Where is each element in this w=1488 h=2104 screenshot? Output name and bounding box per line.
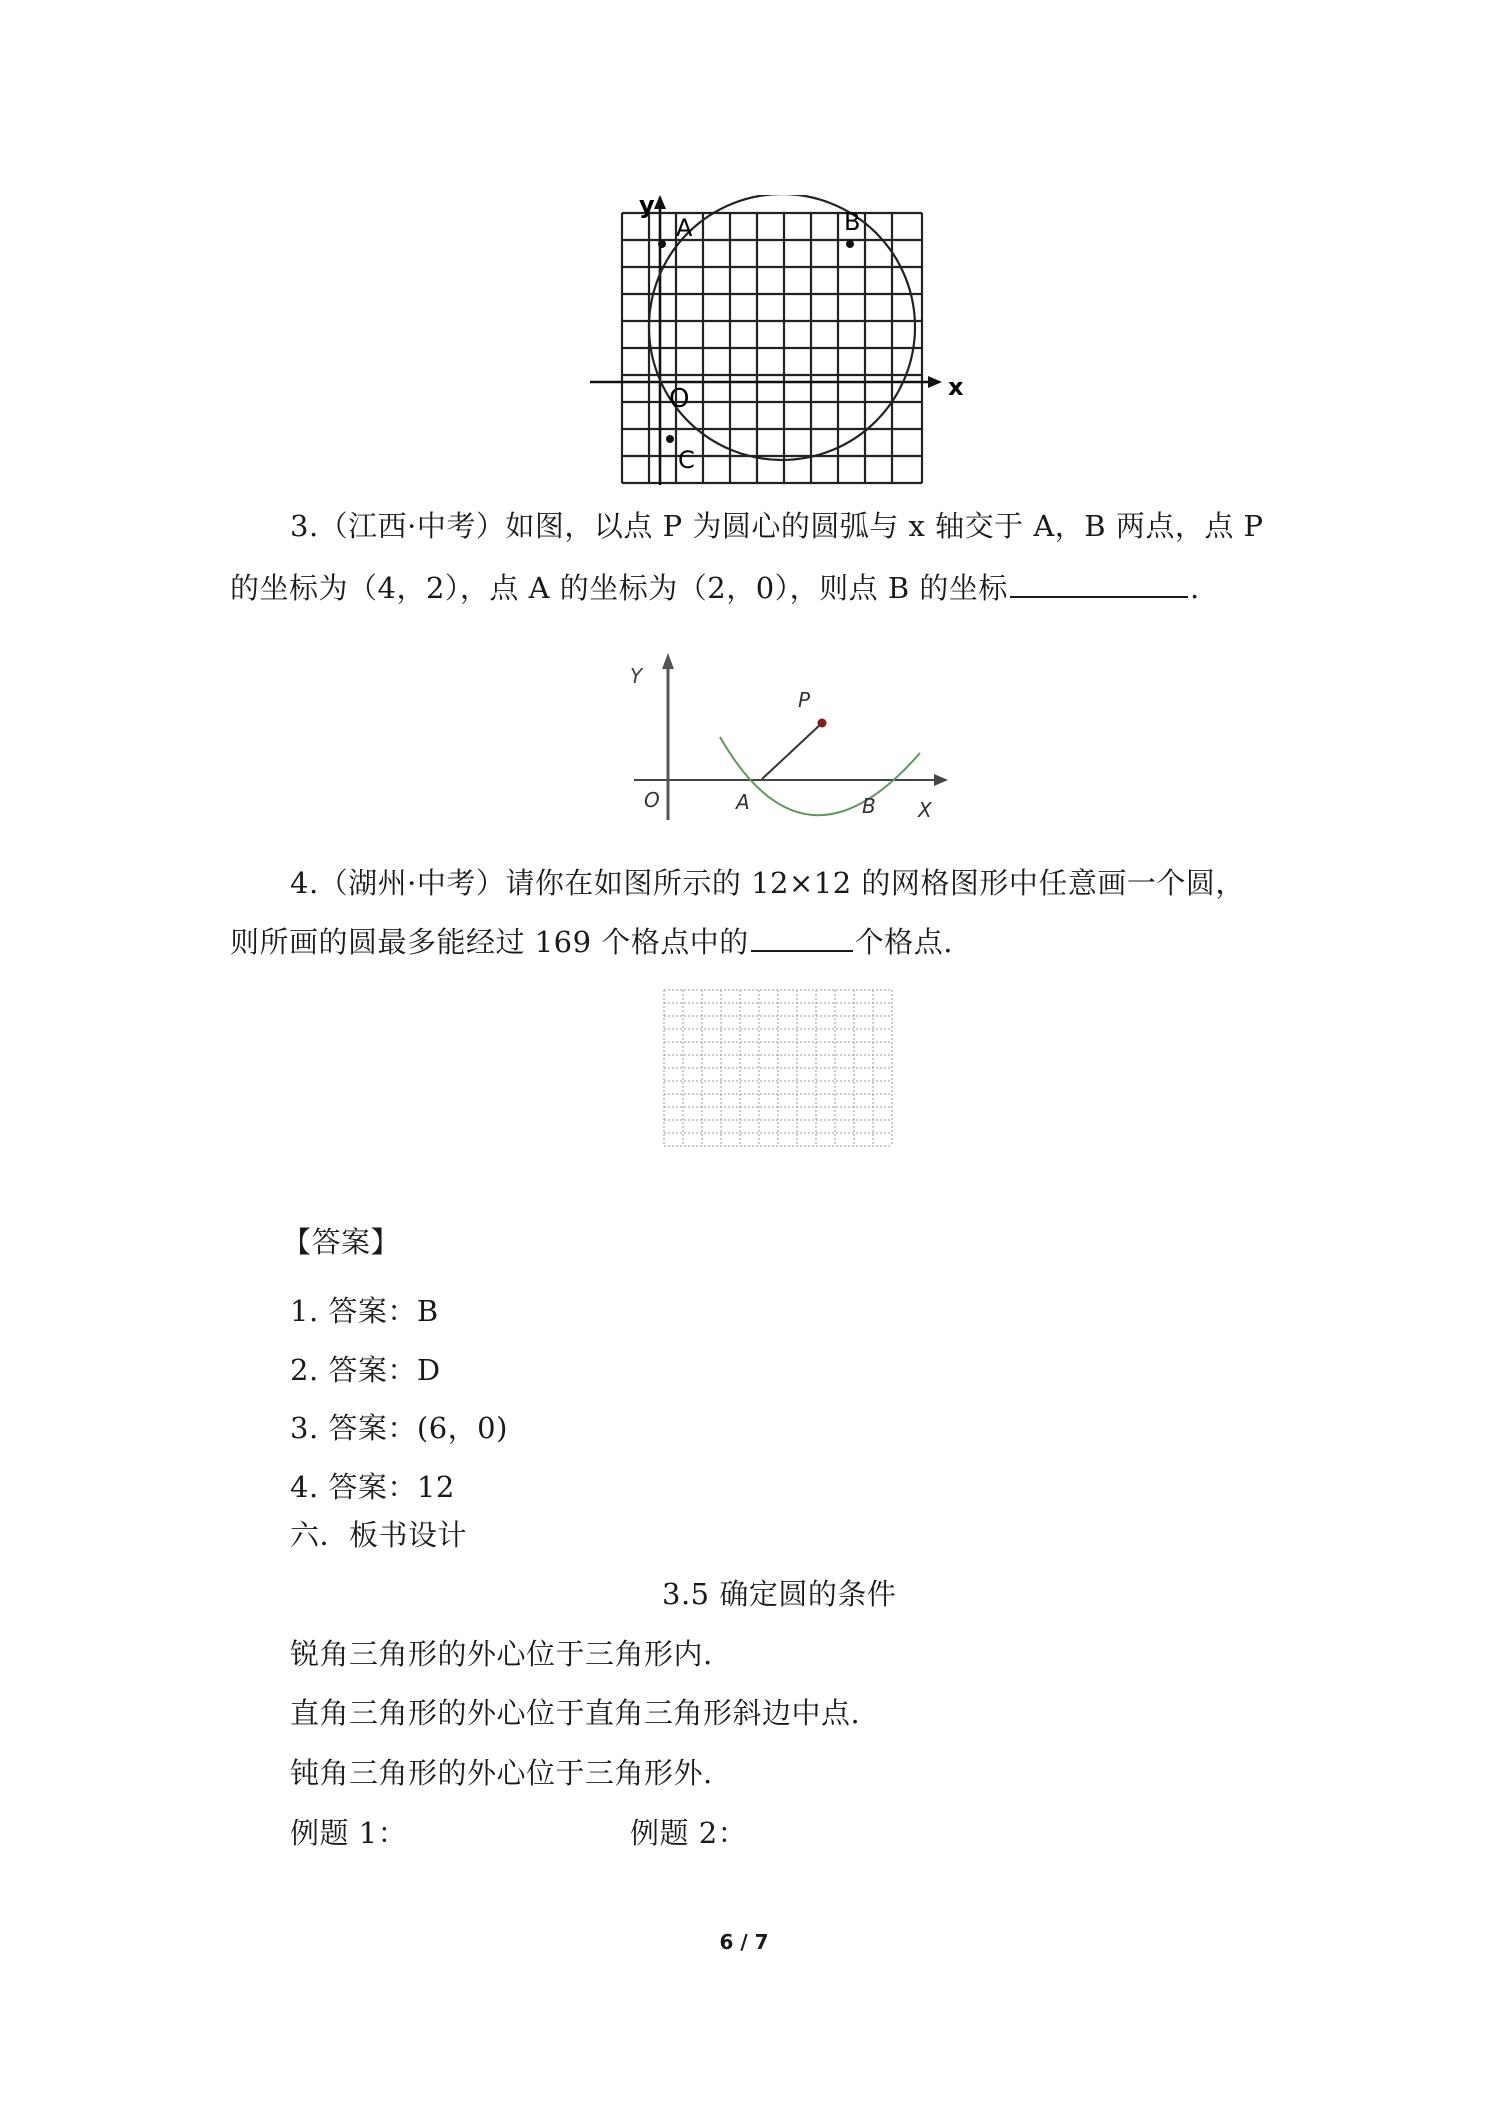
q4-line1: 4.（湖州·中考）请你在如图所示的 12×12 的网格图形中任意画一个圆， [290, 866, 1245, 900]
board-section-heading: 六．板书设计 [290, 1518, 468, 1552]
label-origin: O [644, 788, 660, 812]
point-a [658, 240, 666, 248]
answer-4: 4. 答案：12 [290, 1470, 455, 1504]
label-a: A [736, 790, 750, 814]
label-b: B [862, 794, 876, 818]
q3-line2-text: 的坐标为（4，2），点 A 的坐标为（2，0），则点 B 的坐标 [230, 571, 1008, 605]
answer-3: 3. 答案：(6，0) [290, 1411, 508, 1445]
board-line-3: 钝角三角形的外心位于三角形外. [290, 1756, 713, 1790]
x-axis-label: x [948, 373, 964, 401]
label-p: P [798, 688, 811, 712]
grid-lines [622, 213, 922, 483]
label-x: X [918, 798, 932, 822]
y-axis-label: y [639, 195, 655, 219]
q4-line2-text: 则所画的圆最多能经过 169 个格点中的 [230, 925, 749, 959]
point-p [818, 719, 827, 728]
answer-blank-q4[interactable] [751, 920, 853, 952]
x-axis-arrow-icon [928, 376, 942, 388]
label-a: A [676, 214, 693, 242]
page-number: 6 / 7 [719, 1930, 769, 1954]
answers-heading: 【答案】 [282, 1225, 401, 1259]
label-y: Y [630, 664, 643, 688]
board-line-1: 锐角三角形的外心位于三角形内. [290, 1637, 713, 1671]
point-c [666, 435, 674, 443]
figure-arc-p [620, 645, 950, 830]
figure-12x12-grid [662, 988, 894, 1150]
q4-line2 [230, 920, 953, 962]
example-2-label: 例题 2： [630, 1816, 748, 1850]
radius-pa [762, 723, 822, 779]
board-line-2: 直角三角形的外心位于直角三角形斜边中点. [290, 1696, 861, 1730]
y-axis-arrow-icon [654, 195, 666, 209]
point-b [846, 240, 854, 248]
board-title: 3.5 确定圆的条件 [662, 1577, 897, 1611]
figure-grid-circle [590, 195, 970, 485]
label-b: B [844, 208, 861, 236]
label-origin: O [669, 384, 690, 414]
answer-blank-q3[interactable] [1010, 566, 1188, 598]
q3-line2 [230, 566, 1200, 608]
label-c: C [678, 446, 695, 474]
answer-1: 1. 答案：B [290, 1294, 439, 1328]
answer-2: 2. 答案：D [290, 1353, 441, 1387]
q3-line1: 3.（江西·中考）如图，以点 P 为圆心的圆弧与 x 轴交于 A，B 两点，点 P [290, 509, 1264, 543]
y-axis-arrow-icon [662, 653, 674, 669]
x-axis-arrow-icon [934, 774, 948, 786]
q4-line2-end: 个格点. [854, 925, 954, 959]
q3-line2-end: . [1189, 571, 1200, 605]
arc [720, 737, 920, 815]
example-1-label: 例题 1： [290, 1816, 408, 1850]
